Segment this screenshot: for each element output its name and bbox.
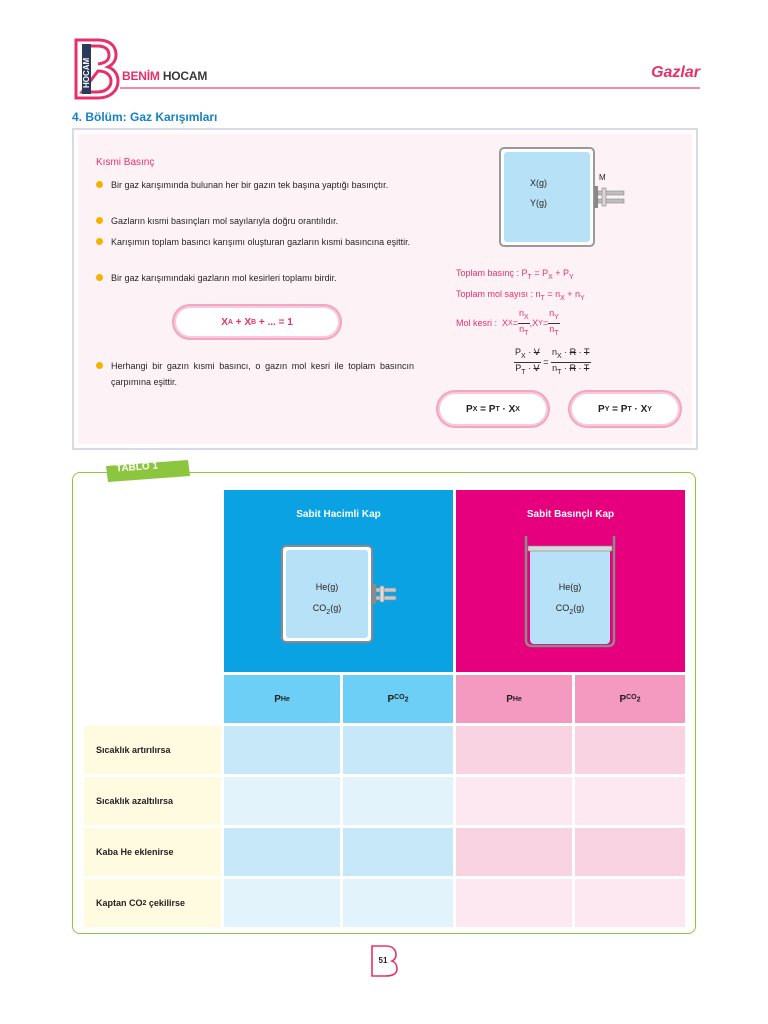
- p-sub-co2-text: CO: [626, 694, 637, 702]
- answer-cell[interactable]: [224, 879, 340, 927]
- cv-gas-co2-suffix: (g): [330, 603, 342, 613]
- cp-gas-he: He(g): [558, 582, 582, 592]
- row-label-add-he: Kaba He eklenirse: [84, 828, 221, 876]
- bullet-text: Bir gaz karışımında bulunan her bir gazın tek başına yaptığı basınçtır.: [111, 180, 389, 190]
- answer-cell[interactable]: [575, 777, 685, 825]
- p-sub-co2-text: CO: [394, 694, 405, 702]
- partial-pressure-x-formula: [436, 390, 550, 428]
- section-title: 4. Bölüm: Gaz Karışımları: [72, 110, 218, 124]
- gas-y-label: Y(g): [530, 198, 548, 208]
- answer-cell[interactable]: [456, 777, 572, 825]
- page-number: 51: [378, 956, 388, 965]
- row-label-temp-increase: Sıcaklık artırılırsa: [84, 726, 221, 774]
- constant-volume-container: [280, 544, 400, 644]
- answer-cell[interactable]: [456, 828, 572, 876]
- constant-pressure-title: Sabit Basınçlı Kap: [526, 509, 615, 520]
- cp-gas-co2-text: CO: [555, 603, 570, 613]
- answer-cell[interactable]: [343, 879, 453, 927]
- gas-x-label: X(g): [530, 178, 548, 188]
- subject-title: Gazlar: [651, 64, 700, 81]
- cv-gas-co2-sub: 2: [326, 608, 331, 616]
- p-symbol: P: [274, 693, 281, 705]
- col-header-p-he-cp: [456, 675, 572, 723]
- formula-px-text: P X = P T · X X: [440, 394, 546, 424]
- col-header-p-co2-cv: [343, 675, 453, 723]
- mol-fraction-sum-formula: [172, 304, 342, 340]
- bullet-item: [96, 213, 414, 229]
- partial-pressure-y-formula: [568, 390, 682, 428]
- p-sub-co2-num: 2: [636, 696, 641, 704]
- bullet-item: [96, 358, 414, 390]
- answer-cell[interactable]: [456, 879, 572, 927]
- benim-hocam-logo: [72, 38, 120, 100]
- info-heading: Kısmi Basınç: [96, 157, 155, 168]
- bullet-item: [96, 177, 414, 193]
- bullet-text: Bir gaz karışımındaki gazların mol kesirleri toplamı birdir.: [111, 273, 337, 283]
- header-divider: [120, 87, 700, 89]
- cp-gas-co2-suffix: (g): [573, 603, 585, 613]
- brand-first: BENİM: [122, 69, 160, 83]
- p-symbol: P: [506, 693, 513, 705]
- pressure-ratio-formula: $\frac{P_X \cdot V}{P_T \cdot V}$ = $\frac{n_X \cdot R \cdot T}{n_T \cdot R \cdot T}$: [515, 347, 590, 376]
- answer-cell[interactable]: [575, 726, 685, 774]
- answer-cell[interactable]: [343, 828, 453, 876]
- total-mol-label: Toplam mol sayısı :: [456, 289, 534, 299]
- answer-cell[interactable]: [224, 726, 340, 774]
- brand-name: [122, 69, 207, 83]
- bullet-text: Karışımın toplam basıncı karışımı oluşturan gazların kısmi basıncına eşittir.: [111, 237, 411, 247]
- p-sub-he: He: [280, 695, 290, 703]
- p-sub-co2: [394, 694, 408, 703]
- bullet-item: [96, 270, 414, 286]
- answer-cell[interactable]: [224, 777, 340, 825]
- manometer-label: M: [599, 173, 606, 182]
- cp-gas-co2: [522, 603, 618, 616]
- answer-cell[interactable]: [224, 828, 340, 876]
- row4-suffix: çekilirse: [146, 898, 185, 908]
- formula-py-text: P Y = P T · X Y: [572, 394, 678, 424]
- answer-cell[interactable]: [575, 879, 685, 927]
- cv-gas-co2-text: CO: [312, 603, 327, 613]
- bullet-dot-icon: [96, 362, 103, 369]
- row4-sub: 2: [142, 899, 147, 907]
- cv-gas-he: He(g): [315, 582, 339, 592]
- cv-gas-co2: [280, 603, 374, 616]
- mol-fraction-label: Mol kesri :: [456, 318, 498, 329]
- p-sub-co2: [626, 694, 640, 703]
- p-sub-he: He: [512, 695, 522, 703]
- bullet-dot-icon: [96, 181, 103, 188]
- bullet-dot-icon: [96, 238, 103, 245]
- p-sub-co2-num: 2: [404, 696, 409, 704]
- answer-cell[interactable]: [575, 828, 685, 876]
- col-header-p-he-cv: [224, 675, 340, 723]
- row-label-remove-co2: [84, 879, 221, 927]
- cp-gas-co2-sub: 2: [569, 608, 574, 616]
- constant-volume-title: Sabit Hacimli Kap: [296, 509, 381, 520]
- bullet-text: Herhangi bir gazın kısmi basıncı, o gazın mol kesri ile toplam basıncın çarpımına eşittir.: [111, 361, 414, 387]
- col-header-p-co2-cp: [575, 675, 685, 723]
- gas-container-diagram: [496, 144, 626, 250]
- bullet-item: [96, 234, 414, 250]
- row4-text: Kaptan CO: [96, 898, 143, 908]
- p-symbol: P: [387, 693, 395, 705]
- answer-cell[interactable]: [343, 777, 453, 825]
- p-symbol: P: [619, 693, 627, 705]
- total-pressure-label: Toplam basınç :: [456, 268, 520, 278]
- row-label-temp-decrease: Sıcaklık azaltılırsa: [84, 777, 221, 825]
- bullet-dot-icon: [96, 274, 103, 281]
- formula-sum-text: X A + X B + ... = 1: [176, 308, 338, 336]
- bullet-text: Gazların kısmi basınçları mol sayılarıyla doğru orantılıdır.: [111, 216, 339, 226]
- answer-cell[interactable]: [343, 726, 453, 774]
- total-pressure-formula: Toplam basınç : $P_T = P_X + P_Y$: [456, 268, 574, 281]
- logo-text: HOCAM: [82, 57, 91, 88]
- table-label: TABLO 1: [115, 460, 159, 475]
- answer-cell[interactable]: [456, 726, 572, 774]
- mol-fraction-formula: Mol kesri : X X = $\frac{n_X}{n_T}$ ,X Y = $\frac{n_Y}{n_T}$: [456, 308, 559, 337]
- bullet-dot-icon: [96, 217, 103, 224]
- brand-second: HOCAM: [162, 69, 208, 83]
- total-mol-formula: Toplam mol sayısı : $n_T = n_X + n_Y$: [456, 289, 585, 302]
